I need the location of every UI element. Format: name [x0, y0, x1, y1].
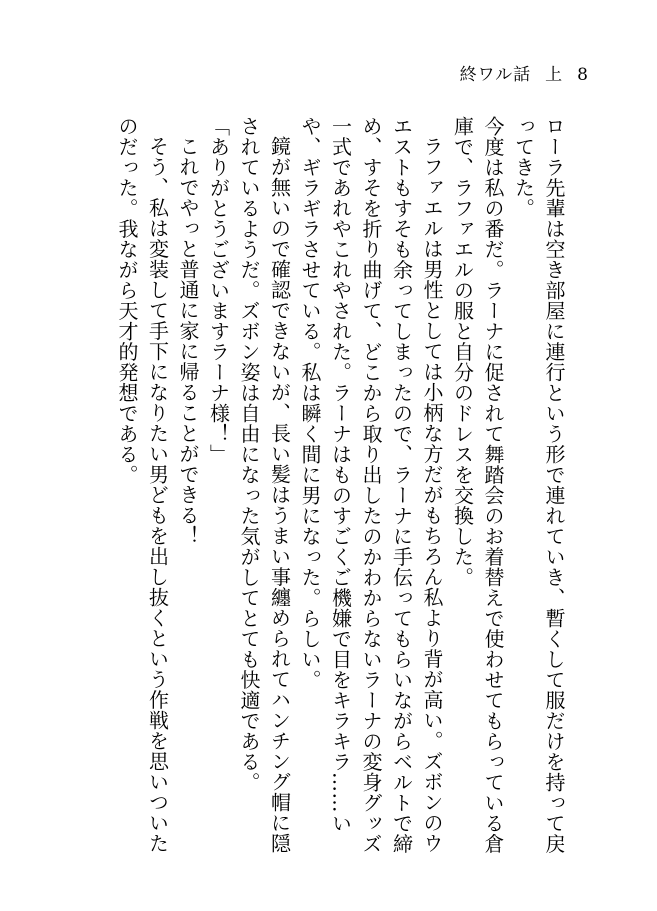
volume-label: 上	[545, 65, 564, 85]
page-number: 8	[577, 65, 589, 85]
paragraph: 「ありがとうございますラーナ様！」	[206, 116, 231, 465]
paragraph: ラファエルは男性としては小柄な方だがもちろん私より背が高い。ズボンのウエストもすそも余ってしまったので、ラーナに手伝ってもらいながらベルトで締め、すそを折り曲げて、どこから取り出したのかわからないラーナの変身グッズ一式であれやこれやされた。ラーナはものすごくご機嫌で目をキラキラ……いや、ギラギラさせている。私は瞬く間に男になった。らしい。	[298, 116, 444, 854]
running-header	[460, 60, 589, 85]
paragraph: ローラ先輩は空き部屋に連行という形で連れていき、暫くして服だけを持って戻ってきた。	[511, 116, 566, 854]
paragraph: そう、私は変装して手下になりたい男どもを出し抜くという作戦を思いついたのだった。我ながら天才的発想である。	[115, 116, 170, 854]
paragraph: 鏡が無いので確認できないが、長い髪はうまい事纏められてハンチング帽に隠されているようだ。ズボン姿は自由になった気がしてとても快適である。	[237, 116, 292, 854]
paragraph: これでやっと普通に家に帰ることができる！	[176, 136, 200, 546]
paragraph: 今度は私の番だ。ラーナに促されて舞踏会のお着替えで使わせてもらっている倉庫で、ラファエルの服と自分のドレスを交換した。	[450, 116, 505, 854]
book-title: 終ワル話	[459, 65, 532, 85]
body-text	[115, 116, 569, 856]
